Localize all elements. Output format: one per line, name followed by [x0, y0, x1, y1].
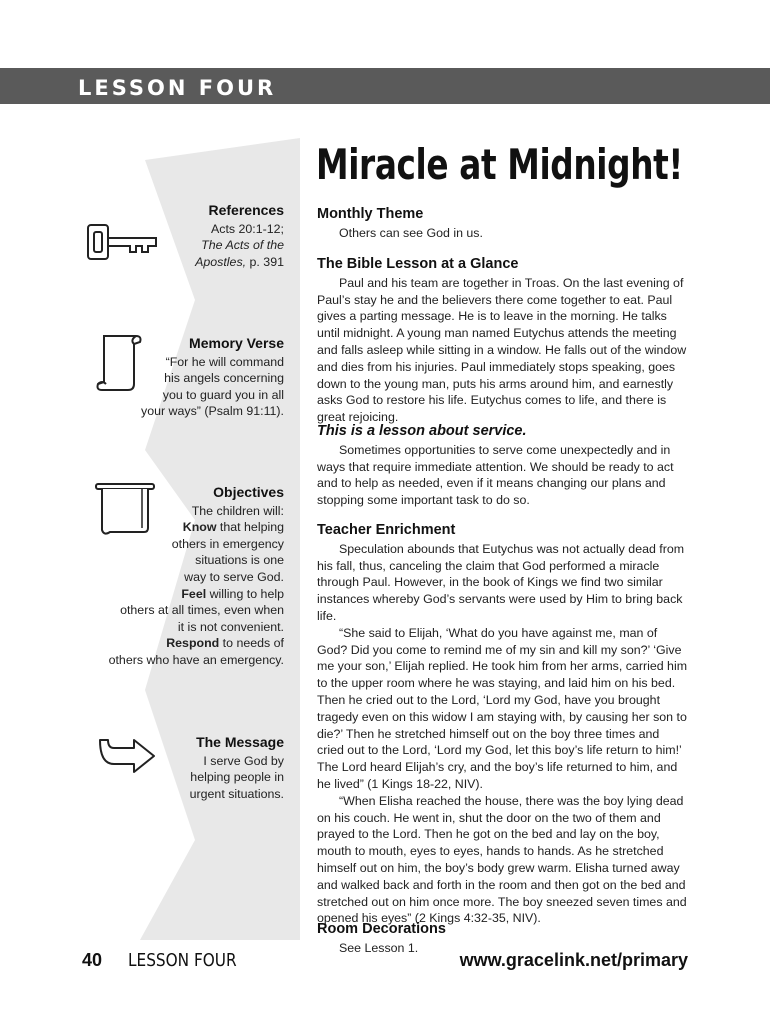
page-title: Miracle at Midnight!	[316, 140, 683, 189]
memory-verse-line: his angels concerning	[164, 371, 284, 386]
bible-lesson-section	[317, 256, 689, 426]
monthly-theme-text: Others can see God in us.	[339, 225, 483, 240]
memory-verse-heading: Memory Verse	[189, 335, 284, 351]
objective-know-text: that helping	[216, 520, 284, 535]
enrichment-paragraph: “When Elisha reached the house, there was the boy lying dead on his couch. He went in, shut the door on the two of them and prayed to the Lord. Then he got on the bed and lay on the boy, mouth to mouth, eyes to eyes, hands to hands. As he stretched himself out on him, the boy’s body grew warm. Elisha turned away and walked back and forth in the room and then got on the bed and stretched out on him once more. The boy sneezed seven times and opened his eyes” (2 Kings 4:32-35, NIV).	[317, 793, 687, 926]
objectives-line: it is not convenient.	[177, 619, 284, 634]
objectives-section	[109, 484, 284, 669]
references-section	[195, 202, 284, 270]
objectives-heading: Objectives	[213, 484, 284, 500]
enrichment-paragraph: “She said to Elijah, ‘What do you have against me, man of God? Did you come to remind me of my sin and kill my son?’ ‘Give me your son,’ Elijah replied. He took him from her arms, carried him to the upper room where he was staying, and laid him on his bed. Then he cried out to the Lord, ‘Lord my God, have you brought tragedy even on this widow I am staying with, by causing her son to die?’ Then he stretched himself out on the boy three times and cried out to the Lord, ‘Lord my God, let this boy’s life return to him!’ The Lord heard Elijah’s cry, and the boy’s life returned to him, and he lived” (1 Kings 18-22, NIV).	[317, 625, 688, 791]
objectives-line: others at all times, even when	[120, 603, 284, 618]
objective-feel-label: Feel	[181, 586, 207, 601]
enrichment-paragraph: Speculation abounds that Eutychus was not actually dead from his fall, thus, canceling the claim that God performed a miracle through Paul. However, in the book of Kings we find two similar instances whereby God’s servants were used by Him to bring back life.	[317, 541, 685, 623]
references-line-2: The Acts of the	[201, 238, 284, 253]
objectives-line: others who have an emergency.	[108, 652, 284, 667]
objective-respond-text: to needs of	[219, 636, 284, 651]
message-line: helping people in	[190, 770, 284, 785]
message-line: I serve God by	[203, 753, 284, 768]
room-decorations-heading: Room Decorations	[317, 921, 446, 937]
memory-verse-line: you to guard you in all	[162, 387, 284, 402]
memory-verse-line: “For he will command	[165, 354, 284, 369]
objectives-line: way to serve God.	[184, 569, 284, 584]
footer-url[interactable]: www.gracelink.net/primary	[459, 950, 688, 970]
message-line: urgent situations.	[189, 786, 284, 801]
arrow-icon	[96, 734, 156, 774]
lesson-banner	[0, 68, 770, 104]
memory-verse-line: your ways” (Psalm 91:11).	[141, 404, 284, 419]
service-section	[317, 423, 689, 509]
references-heading: References	[208, 202, 284, 218]
message-heading: The Message	[196, 734, 284, 750]
objective-feel-text: willing to help	[206, 586, 284, 601]
objectives-line: situations is one	[195, 553, 284, 568]
page-number: 40	[82, 950, 103, 970]
teacher-enrichment-heading: Teacher Enrichment	[317, 522, 456, 538]
objective-know-label: Know	[182, 520, 217, 535]
references-line-3-book: Apostles,	[195, 254, 247, 269]
references-line-1: Acts 20:1-12;	[210, 221, 284, 236]
objectives-line: others in emergency	[171, 536, 284, 551]
service-heading: This is a lesson about service.	[317, 423, 527, 439]
room-decorations-text: See Lesson 1.	[339, 940, 419, 955]
objectives-line: The children will:	[191, 503, 284, 518]
banner-title: LESSON FOUR	[78, 76, 277, 100]
scroll-icon	[96, 332, 144, 394]
service-text: Sometimes opportunities to serve come unexpectedly and in ways that require immediate attention. We should be ready to act and to help as needed, even if it means changing our plans and stopping some important task to do so.	[317, 442, 674, 508]
key-icon	[86, 222, 158, 262]
memory-verse-section	[141, 335, 284, 420]
objective-respond-label: Respond	[166, 636, 220, 651]
monthly-theme-heading: Monthly Theme	[317, 206, 424, 222]
footer-lesson-label: LESSON FOUR	[128, 950, 237, 971]
teacher-enrichment-section	[317, 522, 689, 927]
message-section	[190, 734, 284, 802]
bible-lesson-heading: The Bible Lesson at a Glance	[317, 256, 519, 272]
monthly-theme-section	[317, 206, 689, 242]
bible-lesson-text: Paul and his team are together in Troas. On the last evening of Paul’s stay he and the believers there come together to eat. Paul gives a parting message. He is to leave in the morning. He talks until midnight. A young man named Eutychus attends the meeting and falls asleep while sitting in a window. He falls out of the window and dies from his injuries. Paul immediately stops speaking, goes down to the young man, puts his arms around him, and earnestly asks God to restore his life. Eutychus comes to life, and there is great rejoicing.	[317, 275, 687, 425]
references-line-3-page: p. 391	[246, 254, 284, 269]
